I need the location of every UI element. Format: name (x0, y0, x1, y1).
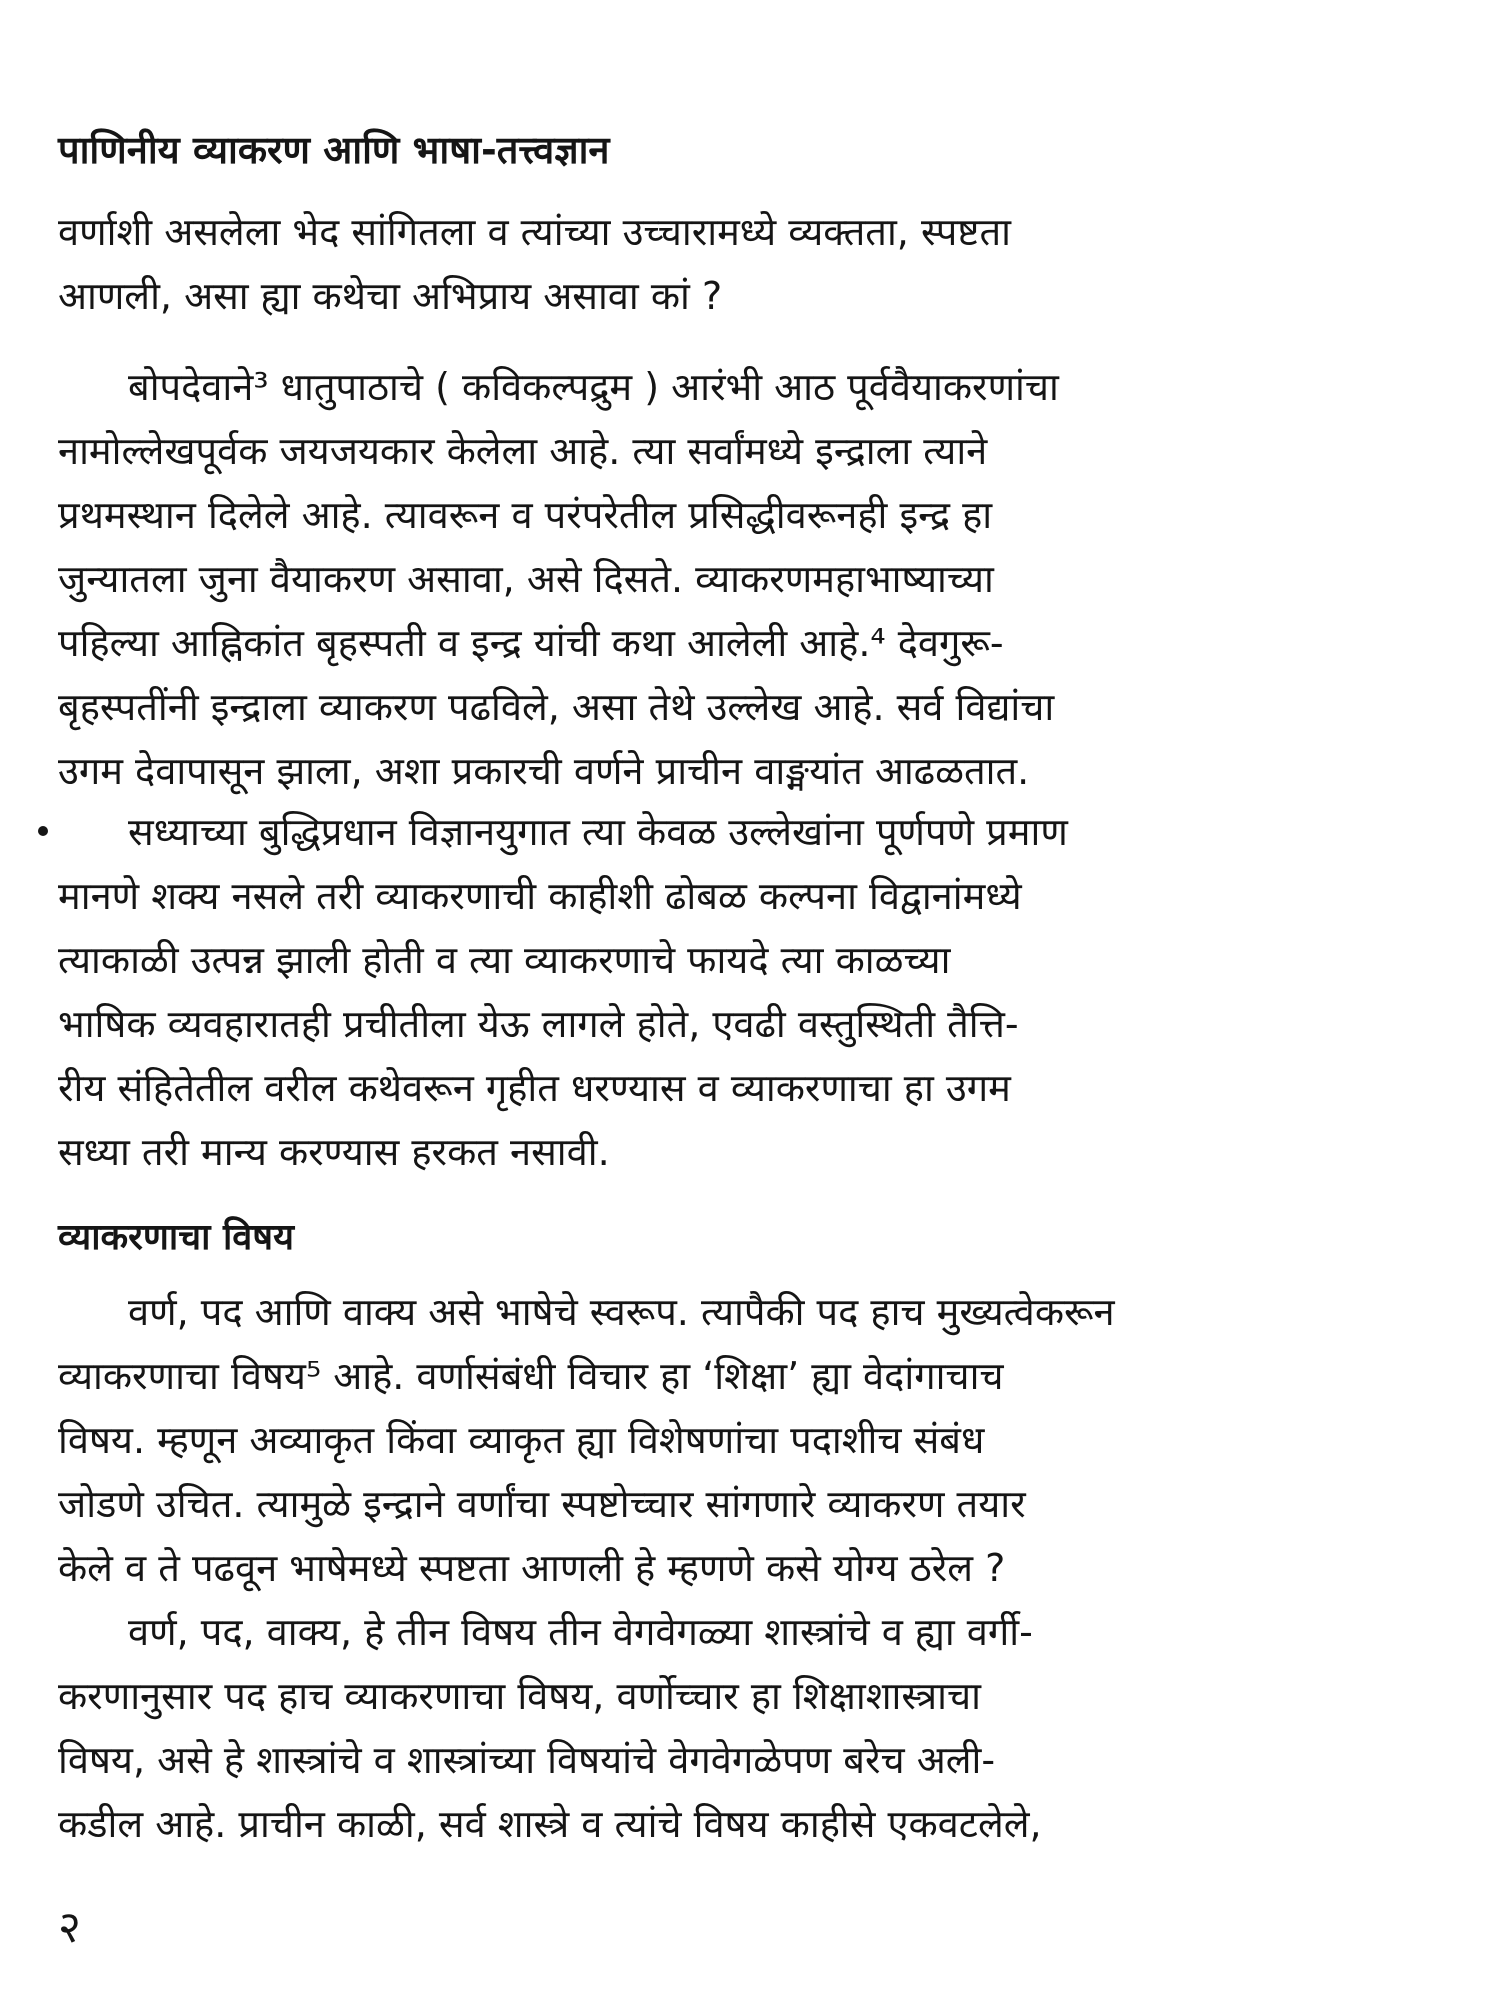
text-line: करणानुसार पद हाच व्याकरणाचा विषय, वर्णोच्चार हा शिक्षाशास्त्राचा (58, 1674, 981, 1718)
text-line: पहिल्या आह्निकांत बृहस्पती व इन्द्र यांची कथा आलेली आहे.⁴ देवगुरू- (58, 621, 1004, 665)
text-line: वर्ण, पद आणि वाक्य असे भाषेचे स्वरूप. त्यापैकी पद हाच मुख्यत्वेकरून (128, 1290, 1115, 1334)
text-line: सध्याच्या बुद्धिप्रधान विज्ञानयुगात त्या केवळ उल्लेखांना पूर्णपणे प्रमाण (128, 810, 1068, 854)
text-line: वर्णाशी असलेला भेद सांगितला व त्यांच्या उच्चारामध्ये व्यक्तता, स्पष्टता (58, 210, 1011, 254)
text-line: जुन्यातला जुना वैयाकरण असावा, असे दिसते. व्याकरणमहाभाष्याच्या (58, 557, 994, 601)
text-line: भाषिक व्यवहारातही प्रचीतीला येऊ लागले होते, एवढी वस्तुस्थिती तैत्ति- (58, 1002, 1019, 1046)
text-line: आणली, असा ह्या कथेचा अभिप्राय असावा कां ? (58, 274, 723, 318)
text-line: व्याकरणाचा विषय⁵ आहे. वर्णासंबंधी विचार हा ‘शिक्षा’ ह्या वेदांगाचाच (58, 1354, 1004, 1398)
text-line: बोपदेवाने³ धातुपाठाचे ( कविकल्पद्रुम ) आरंभी आठ पूर्ववैयाकरणांचा (128, 365, 1059, 409)
paragraph-varna-pad (58, 1280, 1448, 1600)
text-line: सध्या तरी मान्य करण्यास हरकत नसावी. (58, 1130, 610, 1174)
margin-dot (38, 826, 48, 836)
text-line: विषय. म्हणून अव्याकृत किंवा व्याकृत ह्या विशेषणांचा पदाशीच संबंध (58, 1418, 985, 1462)
text-line: बृहस्पतींनी इन्द्राला व्याकरण पढविले, असा तेथे उल्लेख आहे. सर्व विद्यांचा (58, 685, 1055, 729)
paragraph-bopdev (58, 355, 1448, 803)
paragraph-continuation (58, 200, 1448, 328)
section-heading: व्याकरणाचा विषय (58, 1217, 294, 1258)
text-line: केले व ते पढवून भाषेमध्ये स्पष्टता आणली हे म्हणणे कसे योग्य ठरेल ? (58, 1546, 1006, 1590)
text-line: उगम देवापासून झाला, अशा प्रकारची वर्णने प्राचीन वाङ्मयांत आढळतात. (58, 749, 1030, 793)
text-line: त्याकाळी उत्पन्न झाली होती व त्या व्याकरणाचे फायदे त्या काळच्या (58, 938, 951, 982)
text-line: जोडणे उचित. त्यामुळे इन्द्राने वर्णांचा स्पष्टोच्चार सांगणारे व्याकरण तयार (58, 1482, 1026, 1526)
text-line: वर्ण, पद, वाक्य, हे तीन विषय तीन वेगवेगळ्या शास्त्रांचे व ह्या वर्गी- (128, 1610, 1033, 1654)
paragraph-teen-vishay (58, 1600, 1448, 1856)
text-line: प्रथमस्थान दिलेले आहे. त्यावरून व परंपरेतील प्रसिद्धीवरूनही इन्द्र हा (58, 493, 993, 537)
text-line: नामोल्लेखपूर्वक जयजयकार केलेला आहे. त्या सर्वांमध्ये इन्द्राला त्याने (58, 429, 988, 473)
text-line: मानणे शक्य नसले तरी व्याकरणाची काहीशी ढोबळ कल्पना विद्वानांमध्ये (58, 874, 1022, 918)
text-line: विषय, असे हे शास्त्रांचे व शास्त्रांच्या विषयांचे वेगवेगळेपण बरेच अली- (58, 1738, 996, 1782)
text-line: रीय संहितेतील वरील कथेवरून गृहीत धरण्यास व व्याकरणाचा हा उगम (58, 1066, 1011, 1110)
running-head: पाणिनीय व्याकरण आणि भाषा-तत्त्वज्ञान (58, 128, 610, 172)
text-line: कडील आहे. प्राचीन काळी, सर्व शास्त्रे व त्यांचे विषय काहीसे एकवटलेले, (58, 1802, 1042, 1846)
page-number: २ (58, 1902, 81, 1953)
paragraph-vidnyan-yug (58, 800, 1448, 1184)
